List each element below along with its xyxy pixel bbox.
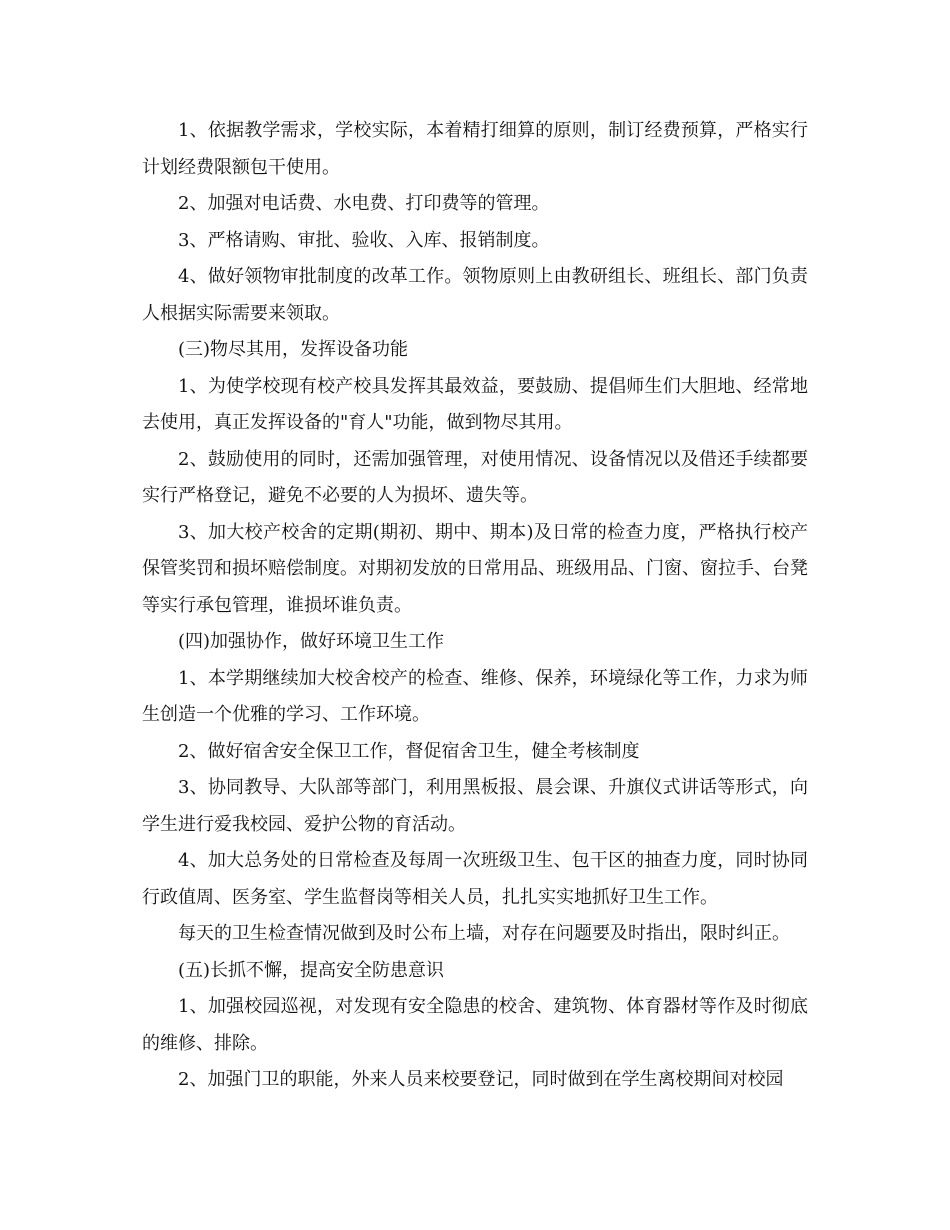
paragraph-expense-management: 2、加强对电话费、水电费、打印费等的管理。: [178, 193, 550, 214]
paragraph-publish-results: 每天的卫生检查情况做到及时公布上墙，对存在问题要及时指出，限时纠正。: [178, 923, 790, 944]
paragraph-gatekeeper: 2、加强门卫的职能，外来人员来校要登记，同时做到在学生离校期间对校园: [178, 1069, 784, 1090]
paragraph-dorm-safety: 2、做好宿舍安全保卫工作，督促宿舍卫生，健全考核制度: [178, 740, 640, 762]
paragraph-campus-patrol: 1、加强校园巡视，对发现有安全隐患的校舍、建筑物、体育器材等作及时彻底的维修、排除。: [142, 996, 808, 1054]
document-body: [142, 113, 808, 1099]
paragraph-inspection: 3、加大校产校舍的定期(期初、期中、期本)及日常的检查力度，严格执行校产保管奖罚和损坏赔偿制度。对期初发放的日常用品、班级用品、门窗、窗拉手、台凳等实行承包管理，谁损坏谁负责。: [142, 521, 808, 616]
paragraph-maintenance: 1、本学期继续加大校舍校产的检查、维修、保养，环境绿化等工作，力求为师生创造一个优雅的学习、工作环境。: [142, 667, 808, 725]
section-heading-5: (五)长抓不懈，提高安全防患意识: [178, 959, 445, 981]
paragraph-budget-plan: 1、依据教学需求，学校实际，本着精打细算的原则，制订经费预算，严格实行计划经费限额包干使用。: [142, 120, 808, 178]
section-heading-4: (四)加强协作，做好环境卫生工作: [178, 631, 445, 652]
paragraph-equipment-use: 1、为使学校现有校产校具发挥其最效益，要鼓励、提倡师生们大胆地、经常地去使用，真正发挥设备的"育人"功能，做到物尽其用。: [142, 375, 808, 433]
paragraph-supply-reform: 4、做好领物审批制度的改革工作。领物原则上由教研组长、班组长、部门负责人根据实际需要来领取。: [142, 266, 808, 324]
paragraph-hygiene-checks: 4、加大总务处的日常检查及每周一次班级卫生、包干区的抽查力度，同时协同行政值周、医务室、学生监督岗等相关人员，扎扎实实地抓好卫生工作。: [142, 850, 808, 908]
paragraph-education-activities: 3、协同教导、大队部等部门，利用黑板报、晨会课、升旗仪式讲话等形式，向学生进行爱我校园、爱护公物的育活动。: [142, 777, 808, 835]
section-heading-3: (三)物尽其用，发挥设备功能: [178, 339, 409, 360]
paragraph-usage-registration: 2、鼓励使用的同时，还需加强管理，对使用情况、设备情况以及借还手续都要实行严格登记，避免不必要的人为损坏、遗失等。: [142, 448, 808, 506]
paragraph-purchase-approval: 3、严格请购、审批、验收、入库、报销制度。: [178, 229, 550, 251]
